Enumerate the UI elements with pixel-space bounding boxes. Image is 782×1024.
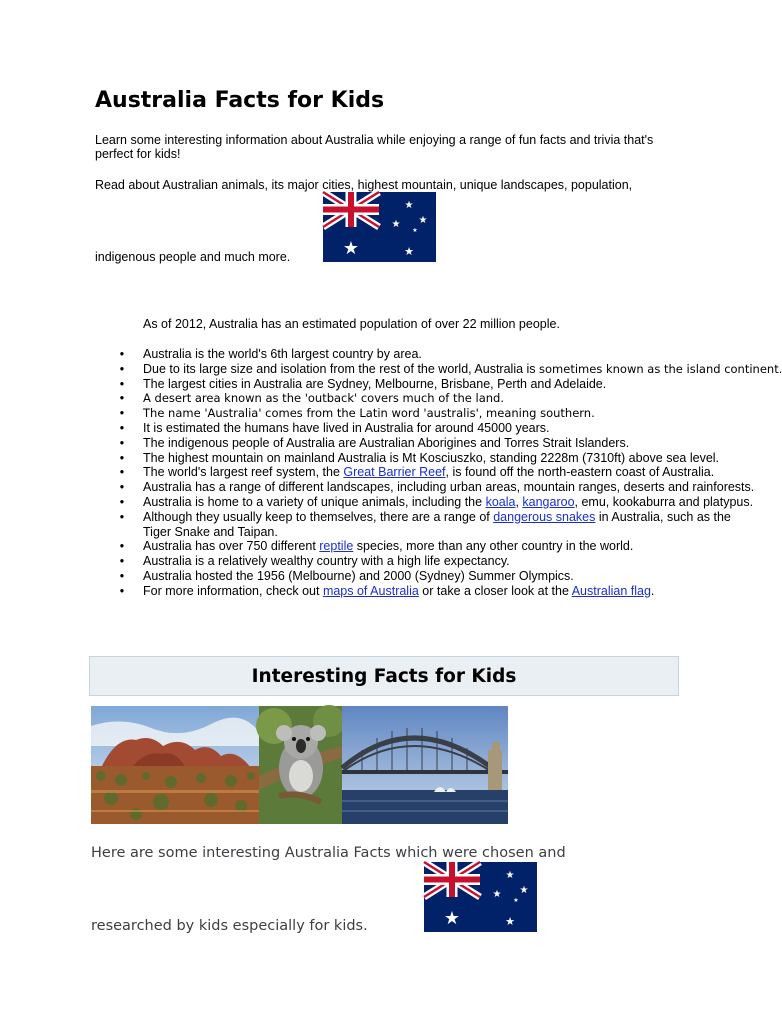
maps-of-australia-link[interactable]: maps of Australia [322, 583, 419, 598]
svg-text:★: ★ [342, 238, 360, 259]
australian-flag-icon [424, 862, 537, 932]
list-item: • Australia is the world's 6th largest country by area. [119, 347, 422, 361]
svg-text:★: ★ [519, 885, 529, 896]
list-item: • The name 'Australia' comes from the Latin word 'australis', meaning southern. [119, 406, 595, 421]
intro-topics-line: Read about Australian animals, its major cities, highest mountain, unique landscapes, population, [95, 178, 633, 192]
svg-text:★: ★ [443, 908, 461, 929]
dangerous-snakes-link[interactable]: dangerous snakes [493, 509, 596, 524]
svg-text:★: ★ [513, 897, 519, 904]
list-item: • Australia is home to a variety of unique animals, including the koala, kangaroo, emu, kookaburra and platypus. [119, 494, 754, 509]
svg-text:★: ★ [505, 870, 515, 881]
list-item: • A desert area known as the 'outback' covers much of the land. [119, 391, 504, 406]
outback-rock-photo [91, 706, 259, 824]
svg-text:★: ★ [404, 200, 414, 211]
section-heading: Interesting Facts for Kids [251, 665, 517, 687]
intro-topics-line-end: indigenous people and much more. [95, 250, 291, 264]
list-item: • For more information, check out maps of Australia or take a closer look at the Australian flag. [119, 583, 655, 598]
list-item: • Australia has a range of different landscapes, including urban areas, mountain ranges, deserts and rainforests. [119, 480, 755, 495]
svg-text:★: ★ [404, 245, 414, 258]
list-item: • Due to its large size and isolation from the rest of the world, Australia is sometimes known as the island continent. [119, 361, 782, 376]
reptile-link[interactable]: reptile [319, 539, 354, 554]
svg-text:★: ★ [412, 227, 418, 234]
list-item: • The world's largest reef system, the Great Barrier Reef, is found off the north-eastern coast of Australia. [119, 465, 715, 480]
koala-photo [259, 706, 342, 824]
list-item: • It is estimated the humans have lived in Australia for around 45000 years. [119, 420, 550, 435]
intro-paragraph: Learn some interesting information about Australia while enjoying a range of fun facts and trivia that's perfect for kids! [95, 133, 654, 161]
section-heading-banner [89, 656, 679, 696]
australian-flag-link[interactable]: Australian flag [571, 583, 651, 598]
sydney-harbour-bridge-photo [342, 706, 508, 824]
population-text: As of 2012, Australia has an estimated population of over 22 million people. [143, 317, 560, 331]
list-item: • The indigenous people of Australia are Australian Aborigines and Torres Strait Islanders. [119, 435, 630, 450]
svg-text:★: ★ [505, 915, 515, 928]
svg-text:★: ★ [391, 219, 401, 230]
kids-facts-intro-line-end: researched by kids especially for kids. [91, 918, 368, 934]
australian-flag-icon [323, 192, 436, 262]
list-item: • The highest mountain on mainland Australia is Mt Kosciuszko, standing 2228m (7310ft) above sea level. [119, 450, 720, 465]
svg-text:★: ★ [492, 889, 502, 900]
kids-facts-intro-line: Here are some interesting Australia Facts which were chosen and [91, 845, 566, 861]
list-item: • Although they usually keep to themselves, there are a range of dangerous snakes in Australia, such as the Tiger Snake and Taipan. [119, 509, 731, 539]
kangaroo-link[interactable]: kangaroo [522, 494, 575, 509]
list-item: • Australia hosted the 1956 (Melbourne) and 2000 (Sydney) Summer Olympics. [119, 568, 574, 583]
facts-list [117, 347, 782, 599]
svg-text:★: ★ [418, 215, 428, 226]
page-title: Australia Facts for Kids [95, 88, 385, 113]
list-item: • Australia is a relatively wealthy country with a high life expectancy. [119, 554, 510, 569]
list-item: • Australia has over 750 different reptile species, more than any other country in the world. [119, 539, 634, 554]
koala-link[interactable]: koala [485, 494, 516, 509]
great-barrier-reef-link[interactable]: Great Barrier Reef [343, 465, 446, 480]
list-item: • The largest cities in Australia are Sydney, Melbourne, Brisbane, Perth and Adelaide. [119, 376, 607, 391]
